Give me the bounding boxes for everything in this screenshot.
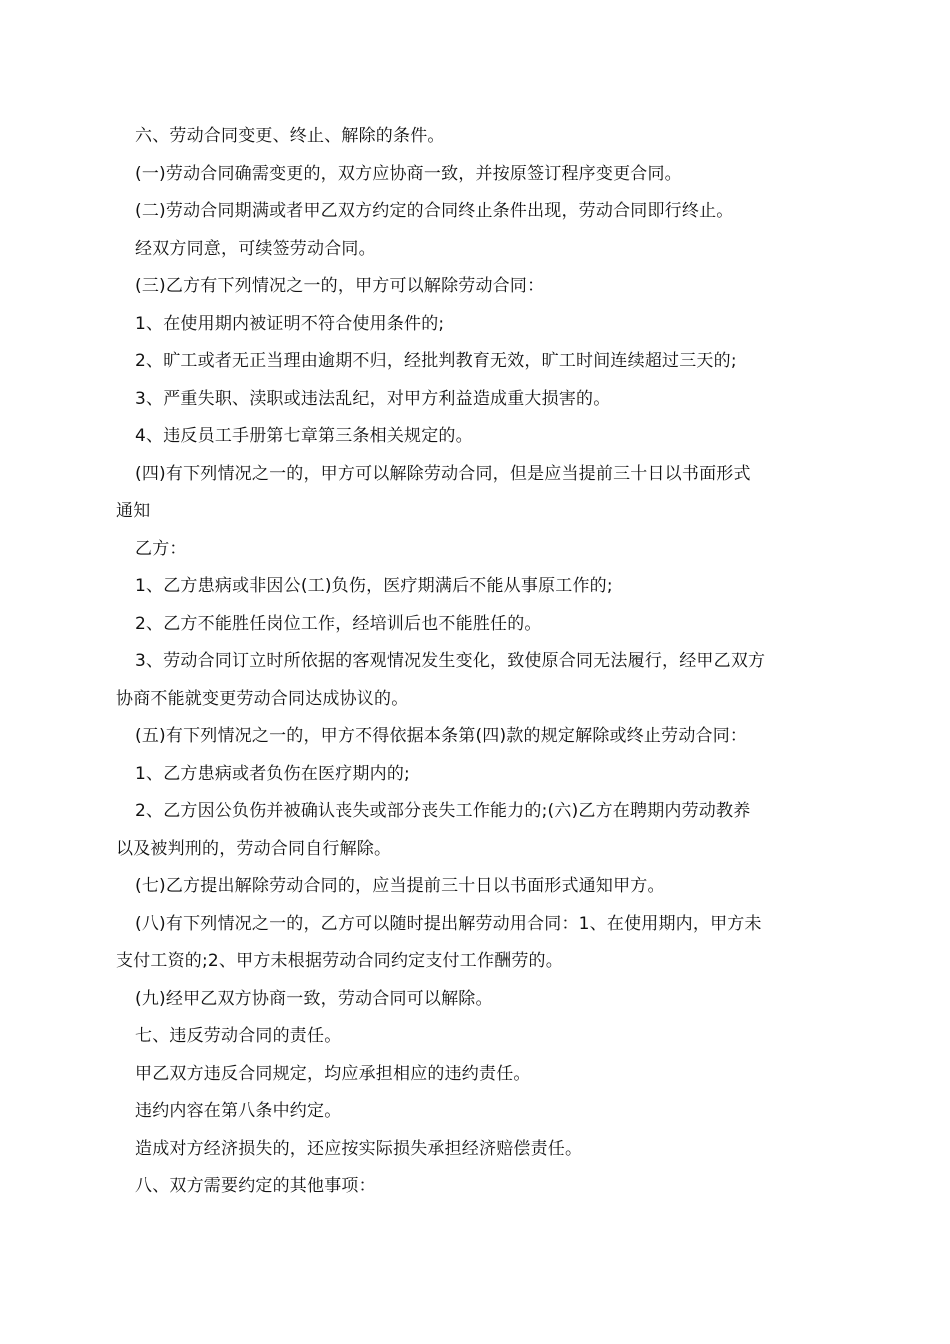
paragraph-line: (四)有下列情况之一的，甲方可以解除劳动合同，但是应当提前三十日以书面形式 xyxy=(135,463,751,484)
paragraph-line: (七)乙方提出解除劳动合同的，应当提前三十日以书面形式通知甲方。 xyxy=(135,876,665,896)
paragraph-line: 违约内容在第八条中约定。 xyxy=(135,1101,342,1121)
list-item: 3、劳动合同订立时所依据的客观情况发生变化，致使原合同无法履行，经甲乙双方 xyxy=(135,651,766,671)
paragraph-line: 乙方： xyxy=(135,538,187,559)
document-body xyxy=(116,118,838,1206)
list-item: 2、乙方因公负伤并被确认丧失或部分丧失工作能力的;(六)乙方在聘期内劳动教养 xyxy=(135,801,751,821)
list-item: 4、违反员工手册第七章第三条相关规定的。 xyxy=(135,426,473,446)
paragraph-line: (一)劳动合同确需变更的，双方应协商一致，并按原签订程序变更合同。 xyxy=(135,163,682,184)
paragraph-line: (五)有下列情况之一的，甲方不得依据本条第(四)款的规定解除或终止劳动合同： xyxy=(135,726,748,746)
paragraph-line: 支付工资的;2、甲方未根据劳动合同约定支付工作酬劳的。 xyxy=(116,951,563,971)
paragraph-line: (八)有下列情况之一的，乙方可以随时提出解劳动用合同：1、在使用期内，甲方未 xyxy=(135,913,762,934)
paragraph-line: 造成对方经济损失的，还应按实际损失承担经济赔偿责任。 xyxy=(135,1138,583,1159)
paragraph-line: 通知 xyxy=(116,501,151,521)
section-heading-6: 六、劳动合同变更、终止、解除的条件。 xyxy=(135,126,445,146)
list-item: 1、乙方患病或非因公(工)负伤，医疗期满后不能从事原工作的; xyxy=(135,576,613,596)
paragraph-line: (九)经甲乙双方协商一致，劳动合同可以解除。 xyxy=(135,988,493,1009)
paragraph-line: (三)乙方有下列情况之一的，甲方可以解除劳动合同： xyxy=(135,276,545,296)
paragraph-line: 以及被判刑的，劳动合同自行解除。 xyxy=(116,838,392,859)
list-item: 2、乙方不能胜任岗位工作，经培训后也不能胜任的。 xyxy=(135,613,542,634)
list-item: 3、严重失职、渎职或违法乱纪，对甲方利益造成重大损害的。 xyxy=(135,388,611,409)
list-item: 1、乙方患病或者负伤在医疗期内的; xyxy=(135,763,410,784)
paragraph-line: 协商不能就变更劳动合同达成协议的。 xyxy=(116,688,409,709)
paragraph-line: (二)劳动合同期满或者甲乙双方约定的合同终止条件出现，劳动合同即行终止。 xyxy=(135,201,734,221)
list-item: 2、旷工或者无正当理由逾期不归，经批判教育无效，旷工时间连续超过三天的; xyxy=(135,351,737,371)
list-item: 1、在使用期内被证明不符合使用条件的; xyxy=(135,313,445,334)
paragraph-line: 经双方同意，可续签劳动合同。 xyxy=(135,238,376,259)
section-heading-8: 八、双方需要约定的其他事项： xyxy=(135,1176,376,1196)
section-heading-7: 七、违反劳动合同的责任。 xyxy=(135,1026,342,1046)
paragraph-line: 甲乙双方违反合同规定，均应承担相应的违约责任。 xyxy=(135,1063,531,1084)
